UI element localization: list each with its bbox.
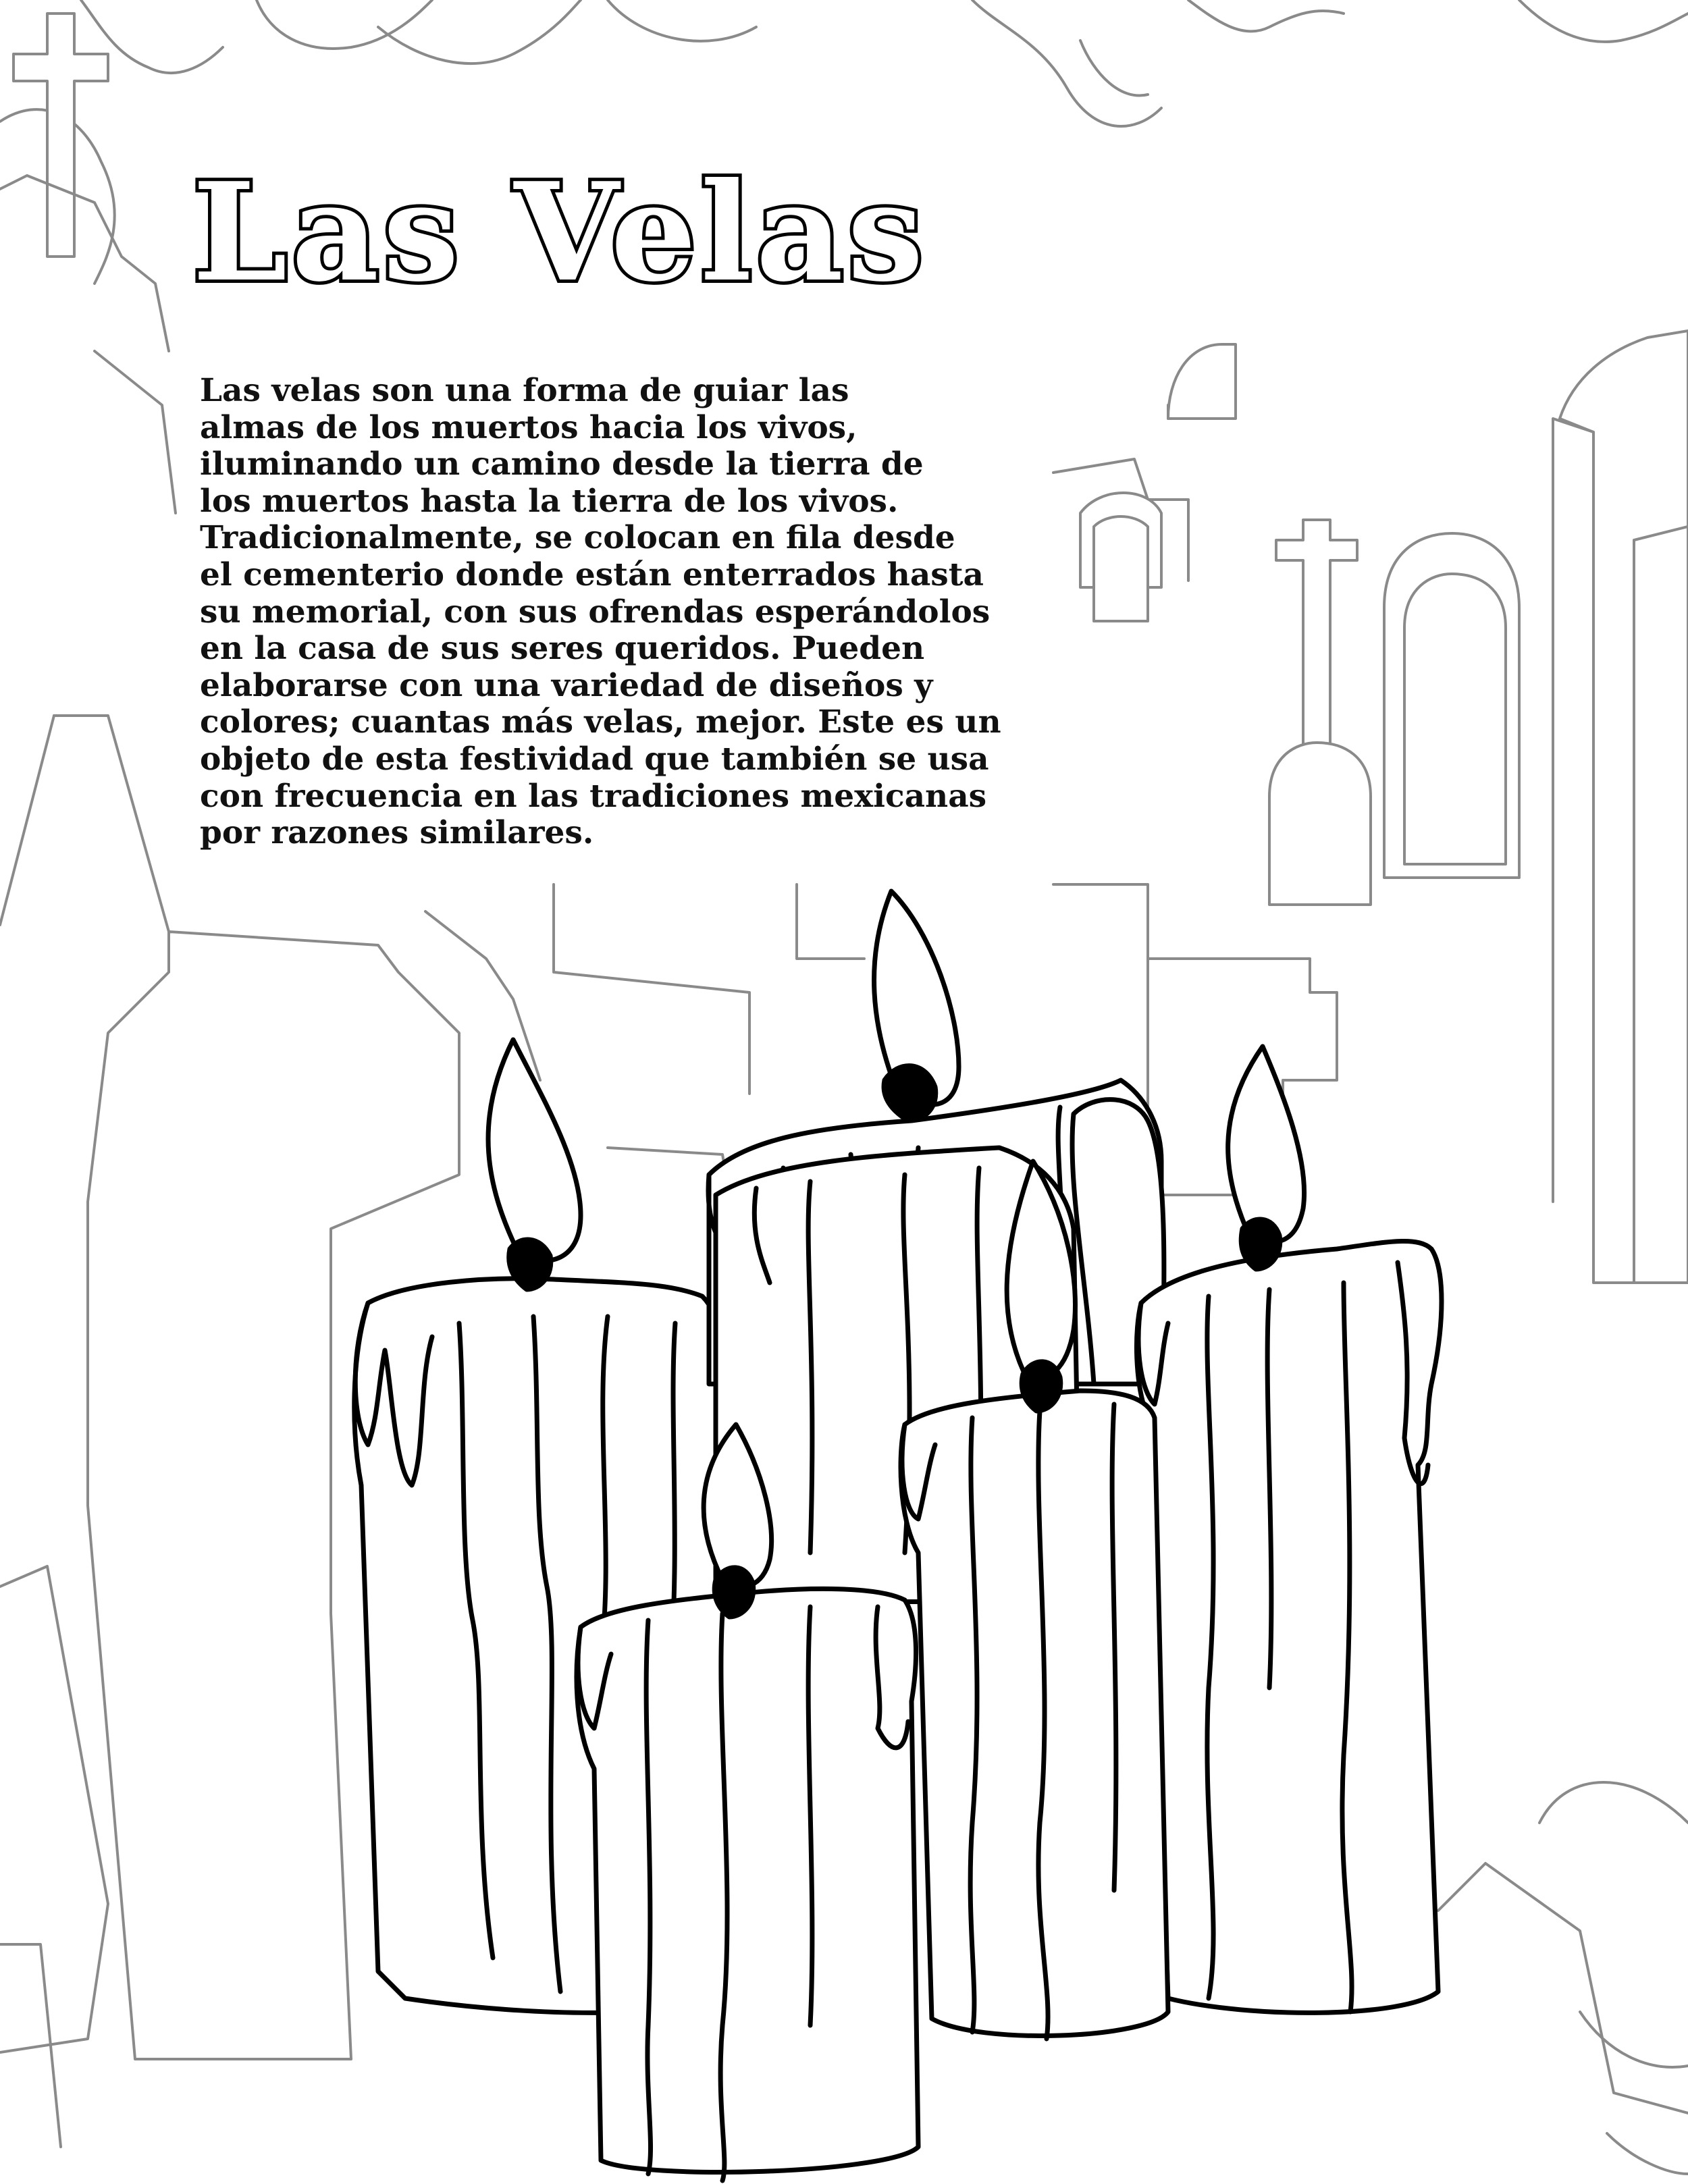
candle-right — [1136, 1046, 1442, 2013]
page-title: Las Velas — [192, 153, 928, 312]
description-paragraph: Las velas son una forma de guiar las almas de los muertos hacia los vivos, iluminando un camino desde la tierra de los muertos hasta la tierra de los vivos. Tradicionalmente, se colocan en fila desde el cementerio donde están enterrados hasta su memorial, con sus ofrendas esperándolos en la casa de sus seres queridos. Pueden elaborarse con una variedad de diseños y colores; cuantas más velas, mejor. Este es un objeto de esta festividad que también se usa con frecuencia en las tradiciones mexicanas por razones similares. — [200, 372, 1001, 852]
